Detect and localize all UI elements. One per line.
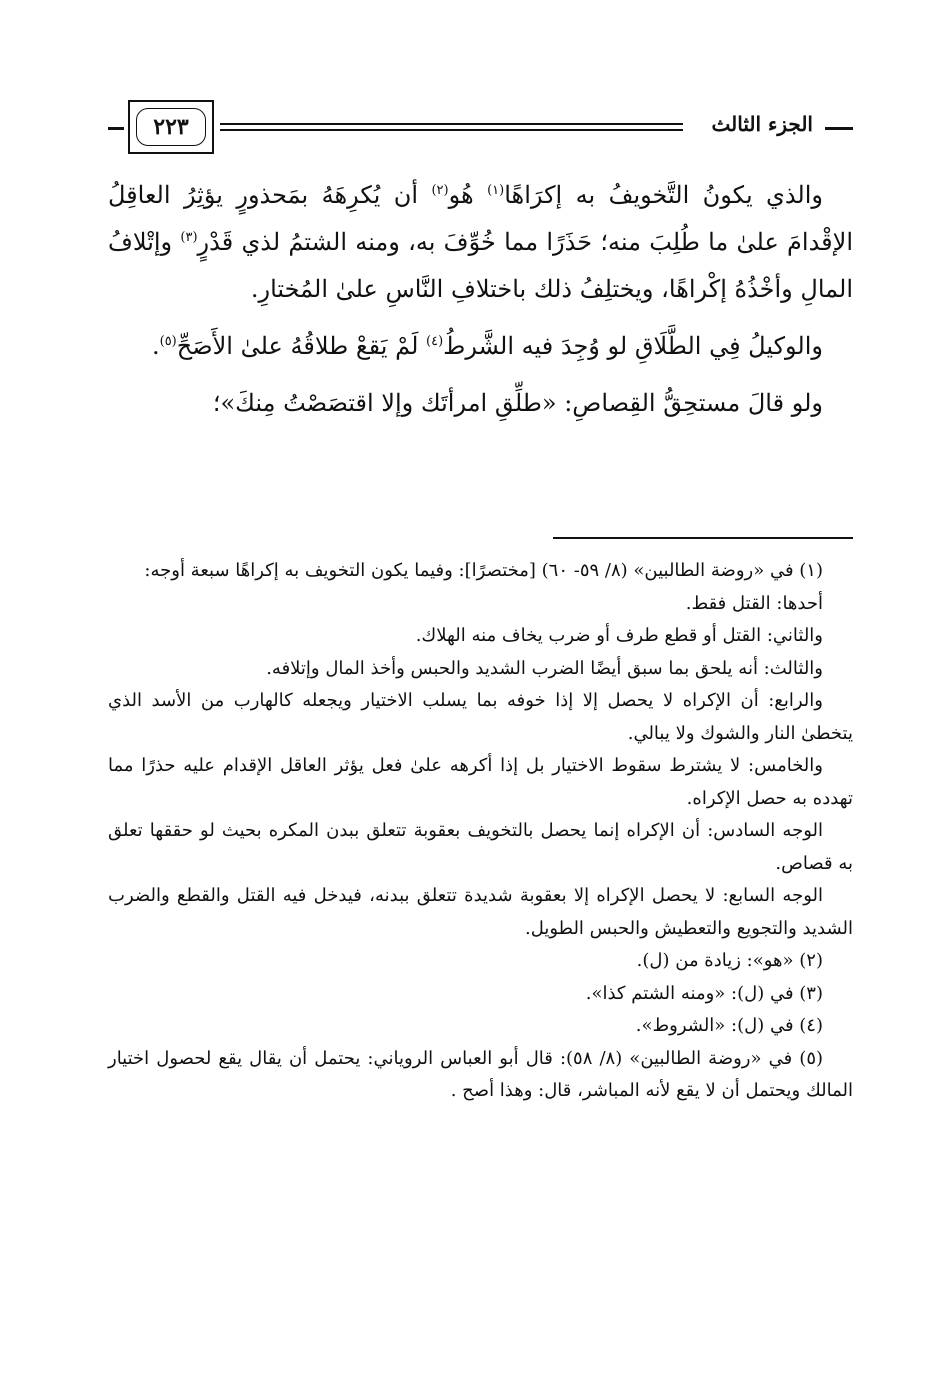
- footnote-separator: [553, 537, 853, 539]
- header-dash-right: [825, 127, 853, 130]
- footnote-3: (٣) في (ل): «ومنه الشتم كذا».: [585, 982, 823, 1004]
- text-run: .: [151, 332, 160, 360]
- page-number: ٢٢٣: [153, 114, 189, 140]
- footnote-1-item: الوجه السابع: لا يحصل الإكراه إلا بعقوبة شديدة تتعلق ببدنه، فيدخل فيه القتل والقطع والضرب الشديد والتجويع والتعطيش والحبس الطويل.: [108, 885, 853, 939]
- footnote-5: (٥) في «روضة الطالبين» (٨/ ٥٨): قال أبو العباس الروياني: يحتمل أن يقال يقع لحصول اختيار المالك ويحتمل أن لا يقع لأنه المباشر، قال: وهذا أصح .: [108, 1047, 853, 1101]
- footnote-ref-5[interactable]: (٥): [159, 334, 177, 349]
- text-run: والذي يكونُ التَّخويفُ به إكرَاهًا: [504, 181, 823, 209]
- footnote-ref-1[interactable]: (١): [487, 183, 505, 198]
- footnote-ref-3[interactable]: (٣): [180, 230, 198, 245]
- page-header: [108, 100, 853, 162]
- text-run: والوكيلُ فِي الطَّلَاقِ لو وُجِدَ فيه الشَّرطُ: [443, 332, 823, 360]
- main-paragraph-1: [108, 172, 853, 313]
- header-rule: [220, 123, 683, 125]
- header-dash-left: [108, 127, 124, 130]
- main-paragraph-2: [108, 323, 853, 370]
- footnote-1-item: والثاني: القتل أو قطع طرف أو ضرب يخاف منه الهلاك.: [415, 625, 823, 646]
- footnote-1-item: الوجه السادس: أن الإكراه إنما يحصل بالتخويف بعقوبة تتعلق ببدن المكره بحيث لو حققها تعلق به قصاص.: [108, 820, 853, 874]
- header-rule-second: [220, 129, 683, 131]
- footnote-2: (٢) «هو»: زيادة من (ل).: [636, 950, 823, 971]
- text-run: لَمْ يَقعْ طلاقُهُ علىٰ الأَصَحِّ: [176, 332, 427, 360]
- footnote-ref-2[interactable]: (٢): [431, 183, 449, 198]
- footnote-1-item: والرابع: أن الإكراه لا يحصل إلا إذا خوفه بما يسلب الاختيار ويجعله كالهارب من الأسد الذي يتخطىٰ النار والشوك ولا يبالي.: [108, 690, 853, 744]
- footnote-ref-4[interactable]: (٤): [426, 334, 444, 349]
- page-number-inner-frame: [136, 108, 206, 146]
- footnotes: [108, 555, 853, 1108]
- main-text: [108, 172, 853, 427]
- footnote-1: (١) في «روضة الطالبين» (٨/ ٥٩- ٦٠) [مختصرًا]: وفيما يكون التخويف به إكراهًا سبعة أوجه:: [144, 560, 823, 581]
- footnote-1-item: أحدها: القتل فقط.: [685, 592, 823, 614]
- footnote-1-item: والخامس: لا يشترط سقوط الاختيار بل إذا أكرهه علىٰ فعل يؤثر العاقل الإقدام عليه حذرًا مما تهدده به حصل الإكراه.: [108, 755, 853, 809]
- text-run: أن يُكرِهَهُ بمَحذورٍ يؤثِرُ العاقِلُ الإقْدامَ علىٰ ما طُلِبَ منه؛ حَذَرًا مما خُوِّفَ به، ومنه الشتمُ لذي قَدْرٍ: [108, 181, 853, 256]
- footnote-1-item: والثالث: أنه يلحق بما سبق أيضًا الضرب الشديد والحبس وأخذ المال وإتلافه.: [266, 657, 823, 679]
- main-paragraph-3: ولو قالَ مستحِقُّ القِصاصِ: «طلِّقِ امرأتَك وإلا اقتصَصْتُ مِنكَ»؛: [212, 389, 823, 417]
- text-run: وإتْلافُ المالِ وأخْذُهُ إكْراهًا، ويختلِفُ ذلك باختلافِ النَّاسِ علىٰ المُختارِ.: [108, 228, 853, 303]
- text-run: هُو: [448, 181, 488, 209]
- part-title: الجزء الثالث: [711, 112, 813, 136]
- footnote-4: (٤) في (ل): «الشروط».: [635, 1015, 823, 1036]
- page-number-frame: [128, 100, 214, 154]
